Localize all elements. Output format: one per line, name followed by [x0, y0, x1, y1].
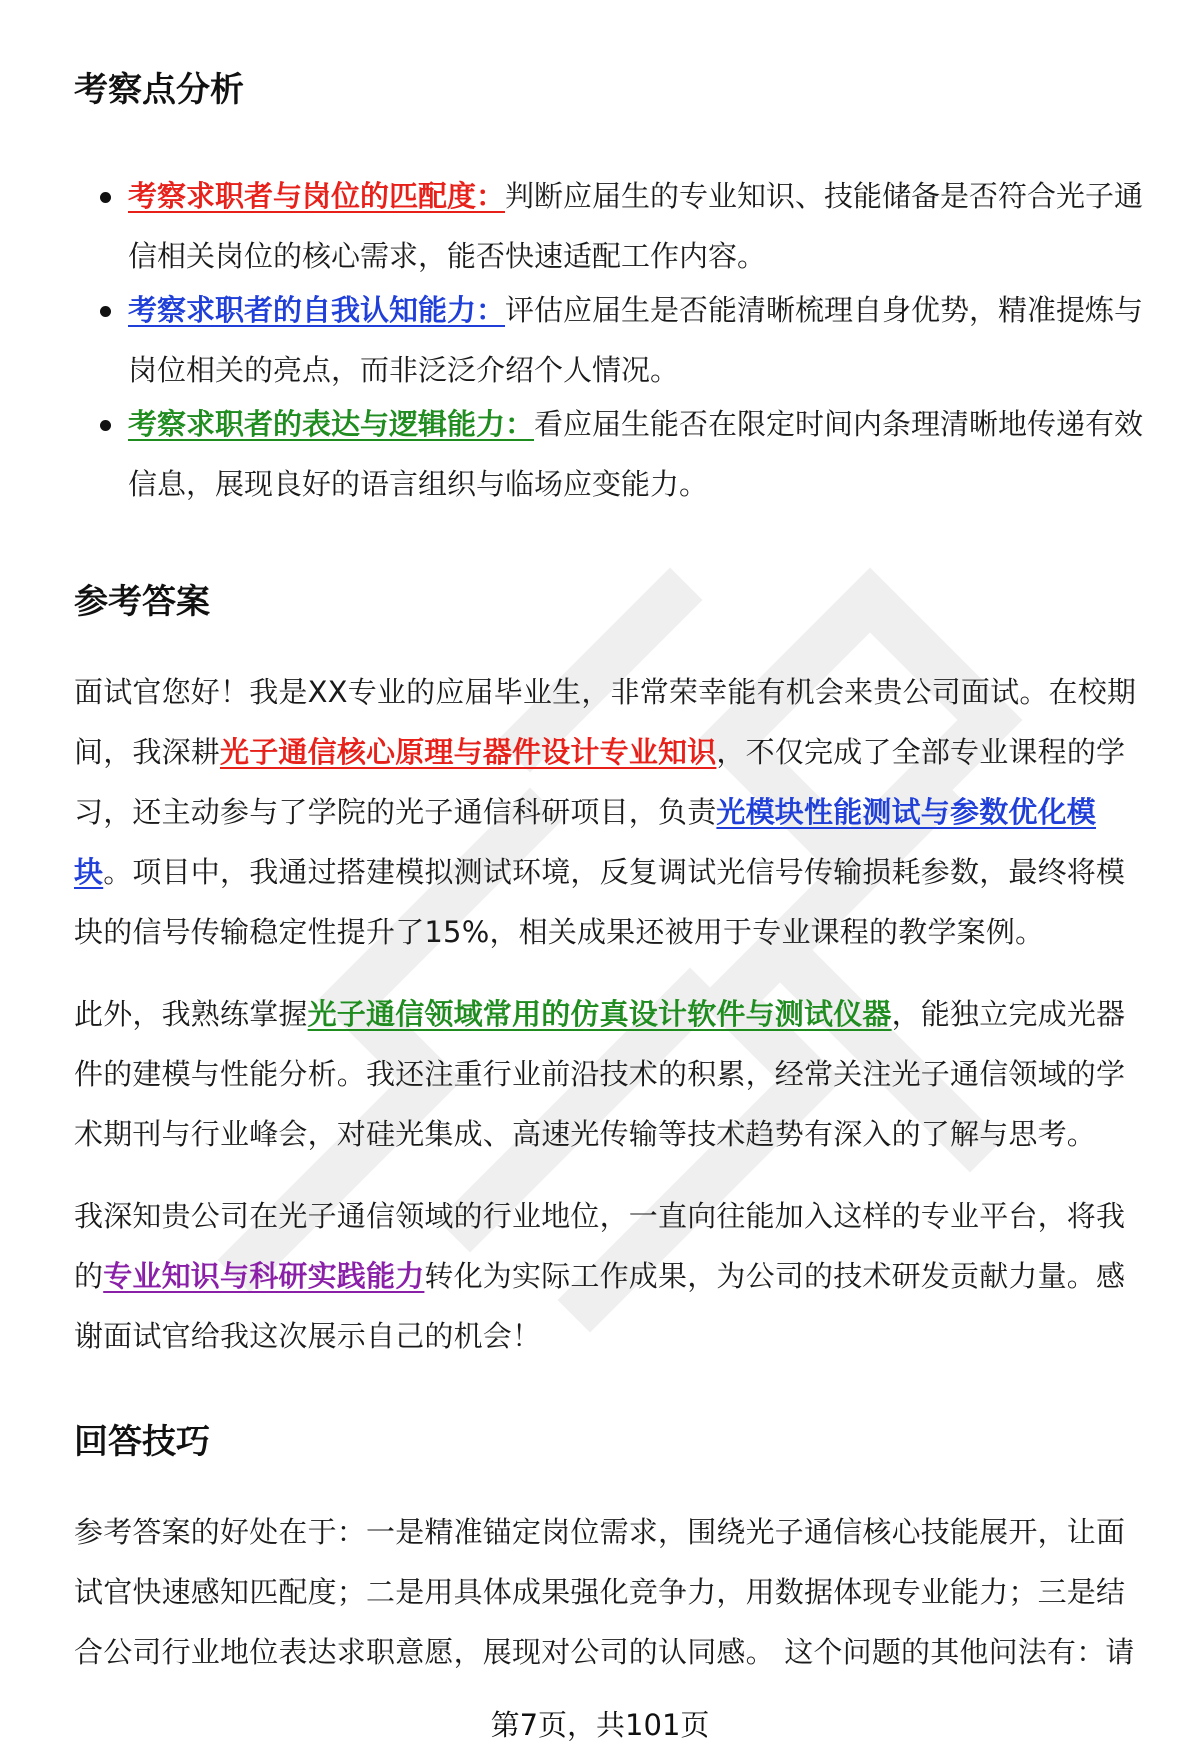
text-run: 此外，我熟练掌握: [74, 997, 308, 1031]
bullet-icon: [100, 192, 111, 203]
highlight-label: 考察求职者与岗位的匹配度：: [128, 179, 506, 213]
tips-paragraph: 参考答案的好处在于：一是精准锚定岗位需求，围绕光子通信核心技能展开，让面试官快速感知匹配度；二是用具体成果强化竞争力，用数据体现专业能力；三是结合公司行业地位表达求职意愿，展现对公司的认同感。 这个问题的其他问法有：请: [74, 1515, 1135, 1669]
document-content: [74, 60, 1154, 1682]
section-title-answer: 参考答案: [74, 582, 210, 622]
answer-paragraph-2: [74, 984, 1154, 1164]
list-item: [74, 166, 1154, 286]
text-run: ，能独立完成光器件的建模与性能分析。我还注重行业前沿技术的积累，经常关注光子通信领域的学术期刊与行业峰会，对硅光集成、高速光传输等技术趋势有深入的了解与思考。: [74, 997, 1126, 1151]
list-item-text: 判断应届生的专业知识、技能储备是否符合光子通信相关岗位的核心需求，能否快速适配工作内容。: [128, 179, 1144, 273]
text-run: 我深知贵公司在光子通信领域的行业地位，一直向往能加入这样的专业平台，将我的: [74, 1199, 1126, 1293]
text-run: 转化为实际工作成果，为公司的技术研发贡献力量。感谢面试官给我这次展示自己的机会！: [74, 1259, 1126, 1353]
text-run: ，不仅完成了全部专业课程的学习，还主动参与了学院的光子通信科研项目，负责: [74, 735, 1126, 829]
bullet-icon: [100, 420, 111, 431]
bullet-icon: [100, 306, 111, 317]
text-run: 面试官您好！我是XX专业的应届毕业生，非常荣幸能有机会来贵公司面试。在校期间，我深耕: [74, 675, 1137, 769]
section-title-analysis: 考察点分析: [74, 70, 244, 110]
text-run: 。项目中，我通过搭建模拟测试环境，反复调试光信号传输损耗参数，最终将模块的信号传输稳定性提升了15%，相关成果还被用于专业课程的教学案例。: [74, 855, 1126, 949]
highlight-text: 光子通信领域常用的仿真设计软件与测试仪器: [307, 997, 892, 1031]
page-number: 第7页，共101页: [490, 1708, 710, 1742]
analysis-list: [74, 166, 1154, 514]
answer-paragraph-3: [74, 1186, 1154, 1366]
answer-paragraph-1: [74, 662, 1154, 962]
highlight-label: 考察求职者的表达与逻辑能力：: [128, 407, 535, 441]
highlight-text: 光子通信核心原理与器件设计专业知识: [220, 735, 717, 769]
list-item-text: 看应届生能否在限定时间内条理清晰地传递有效信息，展现良好的语言组织与临场应变能力。: [128, 407, 1144, 501]
highlight-label: 考察求职者的自我认知能力：: [128, 293, 506, 327]
list-item: [74, 280, 1154, 400]
highlight-text: 光模块性能测试与参数优化模块: [74, 795, 1097, 889]
list-item-text: 评估应届生是否能清晰梳理自身优势，精准提炼与岗位相关的亮点，而非泛泛介绍个人情况。: [128, 293, 1144, 387]
highlight-text: 专业知识与科研实践能力: [103, 1259, 425, 1293]
list-item: [74, 394, 1154, 514]
section-title-tips: 回答技巧: [74, 1422, 210, 1462]
